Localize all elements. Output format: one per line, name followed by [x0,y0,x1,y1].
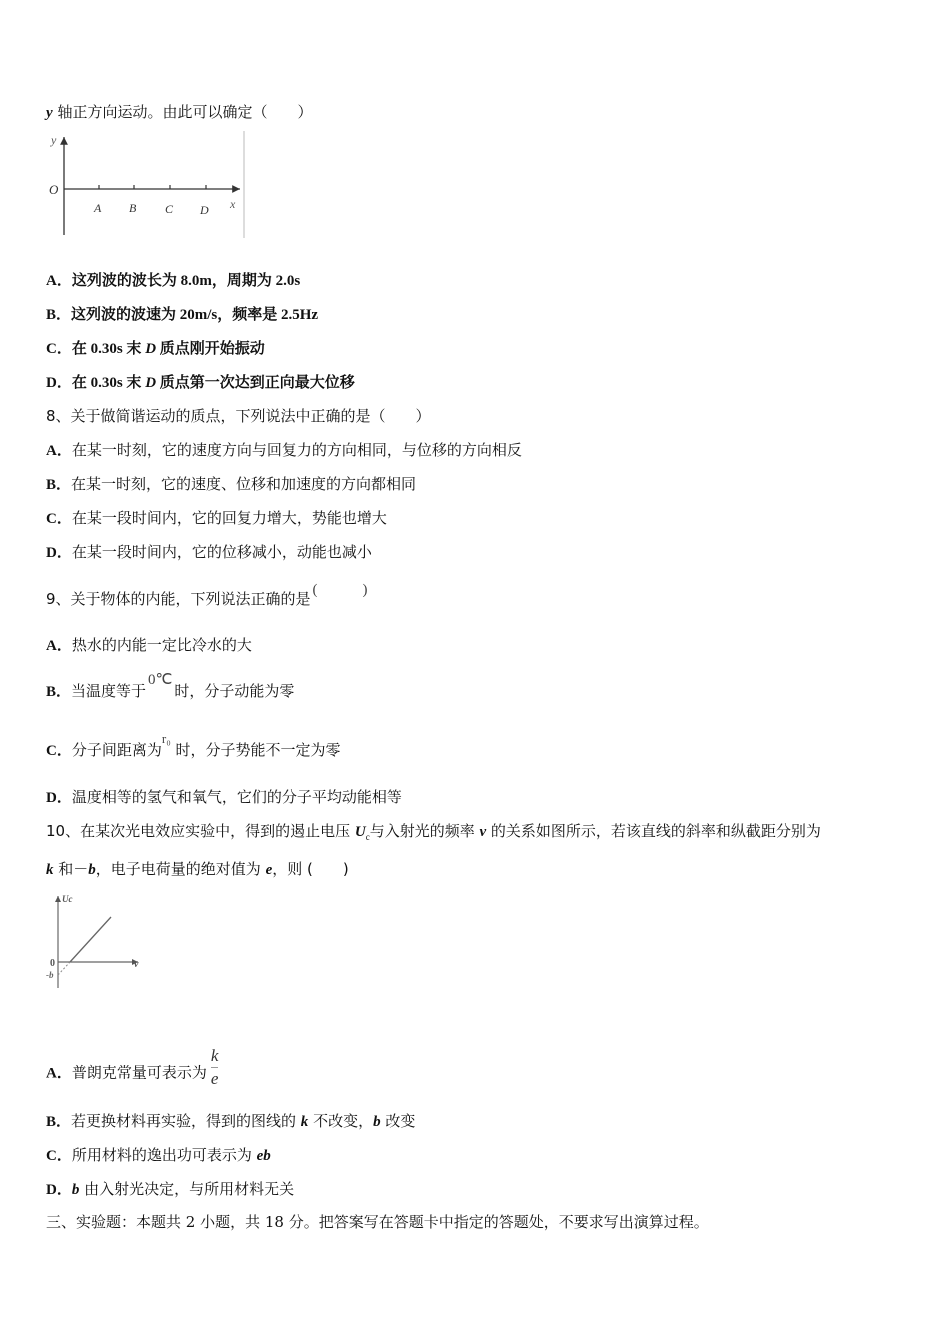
q7-option-a: A．这列波的波长为 8.0m，周期为 2.0s [46,273,301,289]
q8-option-b: B．在某一时刻，它的速度、位移和加速度的方向都相同 [46,475,417,493]
svg-text:B: B [129,201,137,215]
q9-option-a: A．热水的内能一定比冷水的大 [46,636,252,654]
temperature-math: 0℃ [148,672,173,688]
svg-text:Uc: Uc [62,894,73,904]
q8-stem: 8、关于做简谐运动的质点，下列说法中正确的是（ ） [46,407,431,425]
q10-stem-line1: 10、在某次光电效应实验中，得到的遏止电压 $U_c$与入射光的频率 ν 的关系如图所示，若该直线的斜率和纵截距分别为 [46,822,821,842]
q9-option-c: C．分子间距离为r₀ 时，分子势能不一定为零 [46,731,341,759]
q9-option-b: B．当温度等于0℃时，分子动能为零 [46,672,295,700]
svg-text:A: A [94,201,102,215]
r0-math: r₀ [161,731,171,746]
q7-option-b: B．这列波的波速为 20m/s，频率是 2.5Hz [46,307,319,323]
q8-option-a: A．在某一时刻，它的速度方向与回复力的方向相同，与位移的方向相反 [46,441,522,459]
q8-option-d: D．在某一段时间内，它的位移减小，动能也减小 [46,543,372,561]
section-3-heading: 三、实验题：本题共 2 小题，共 18 分。把答案写在答题卡中指定的答题处，不要求写出演算过程。 [46,1213,709,1231]
q7-stem [46,102,312,123]
q10-option-b: B．若更换材料再实验，得到的图线的 k 不改变，b 改变 [46,1112,416,1130]
svg-text:x: x [230,197,236,211]
svg-text:0: 0 [50,958,55,969]
svg-text:O: O [49,182,59,197]
svg-text:-b: -b [46,970,54,980]
q10-option-d: D．b 由入射光决定，与所用材料无关 [46,1180,295,1198]
q10-option-a: A．普朗克常量可表示为 $\frac{k}{e}$ [46,1046,219,1088]
svg-text:C: C [165,202,174,216]
q10-option-c: C．所用材料的逸出功可表示为 eb [46,1146,271,1164]
q7-stem-var: y [46,105,53,121]
svg-text:D: D [200,203,209,217]
q9-answer-paren: ( ) [312,582,368,598]
q7-wave-axis-figure [40,125,260,245]
q9-stem: 9、关于物体的内能，下列说法正确的是 ( ) [46,582,368,608]
q7-stem-text: 轴正方向运动。由此可以确定（ ） [52,103,313,121]
svg-text:y: y [51,133,57,147]
q8-option-c: C．在某一段时间内，它的回复力增大，势能也增大 [46,509,387,527]
q9-option-d: D．温度相等的氢气和氧气，它们的分子平均动能相等 [46,788,402,806]
q10-uc-nu-graph [40,885,160,995]
svg-text:ν: ν [134,959,139,970]
q10-stem-line2: k 和－b，电子电荷量的绝对值为 e，则 ( ) [46,860,349,878]
fraction-k-over-e: $\frac{k}{e}$ [210,1046,219,1088]
q7-option-c: C．在 0.30s 末 D 质点刚开始振动 [46,341,265,357]
q7-option-d: D．在 0.30s 末 D 质点第一次达到正向最大位移 [46,375,355,391]
